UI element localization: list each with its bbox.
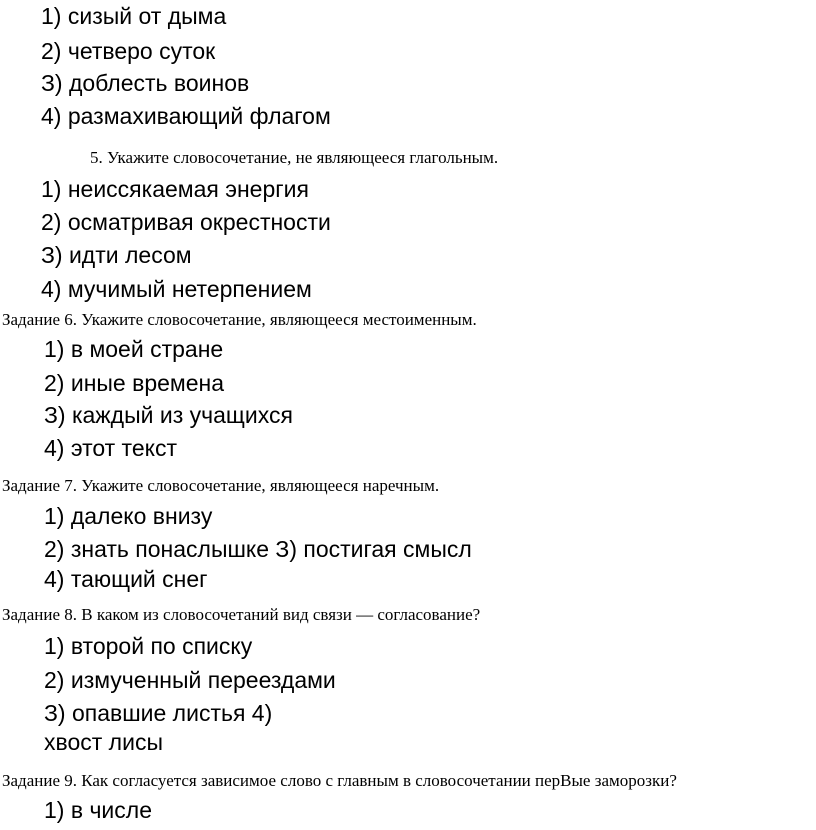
option-q6-4: 4) этот текст bbox=[44, 435, 177, 461]
option-q8-2: 2) измученный переездами bbox=[44, 667, 336, 693]
option-q5-1: 1) неиссякаемая энергия bbox=[41, 176, 309, 202]
option-b1-3: З) доблесть воинов bbox=[41, 70, 250, 96]
option-q8-1: 1) второй по списку bbox=[44, 633, 253, 659]
option-q5-2: 2) осматривая окрестности bbox=[41, 209, 331, 235]
question-8: Задание 8. В каком из словосочетаний вид связи — согласование? bbox=[2, 605, 481, 624]
option-q6-1: 1) в моей стране bbox=[44, 336, 224, 362]
option-b1-4: 4) размахивающий флагом bbox=[41, 103, 331, 129]
question-9: Задание 9. Как согласуется зависимое слово с главным в словосочетании перВые заморозки? bbox=[2, 771, 677, 790]
option-b1-1: 1) сизый от дыма bbox=[41, 3, 227, 29]
option-q6-3: З) каждый из учащихся bbox=[44, 402, 293, 428]
option-q5-4: 4) мучимый нетерпением bbox=[41, 276, 312, 302]
option-q9-1: 1) в числе bbox=[44, 797, 152, 823]
option-q6-2: 2) иные времена bbox=[44, 370, 225, 396]
option-q7-2: 2) знать понаслышке З) постигая смысл bbox=[44, 536, 472, 562]
option-b1-2: 2) четверо суток bbox=[41, 38, 216, 64]
option-q8-3: З) опавшие листья 4) bbox=[44, 700, 273, 726]
option-q7-3: 4) тающий снег bbox=[44, 566, 208, 592]
question-6: Задание 6. Укажите словосочетание, являющееся местоименным. bbox=[2, 310, 477, 329]
option-q8-4: хвост лисы bbox=[44, 729, 163, 755]
option-q7-1: 1) далеко внизу bbox=[44, 503, 213, 529]
question-7: Задание 7. Укажите словосочетание, являющееся наречным. bbox=[2, 476, 440, 495]
question-5: 5. Укажите словосочетание, не являющееся глагольным. bbox=[90, 148, 499, 167]
option-q5-3: З) идти лесом bbox=[41, 242, 192, 268]
